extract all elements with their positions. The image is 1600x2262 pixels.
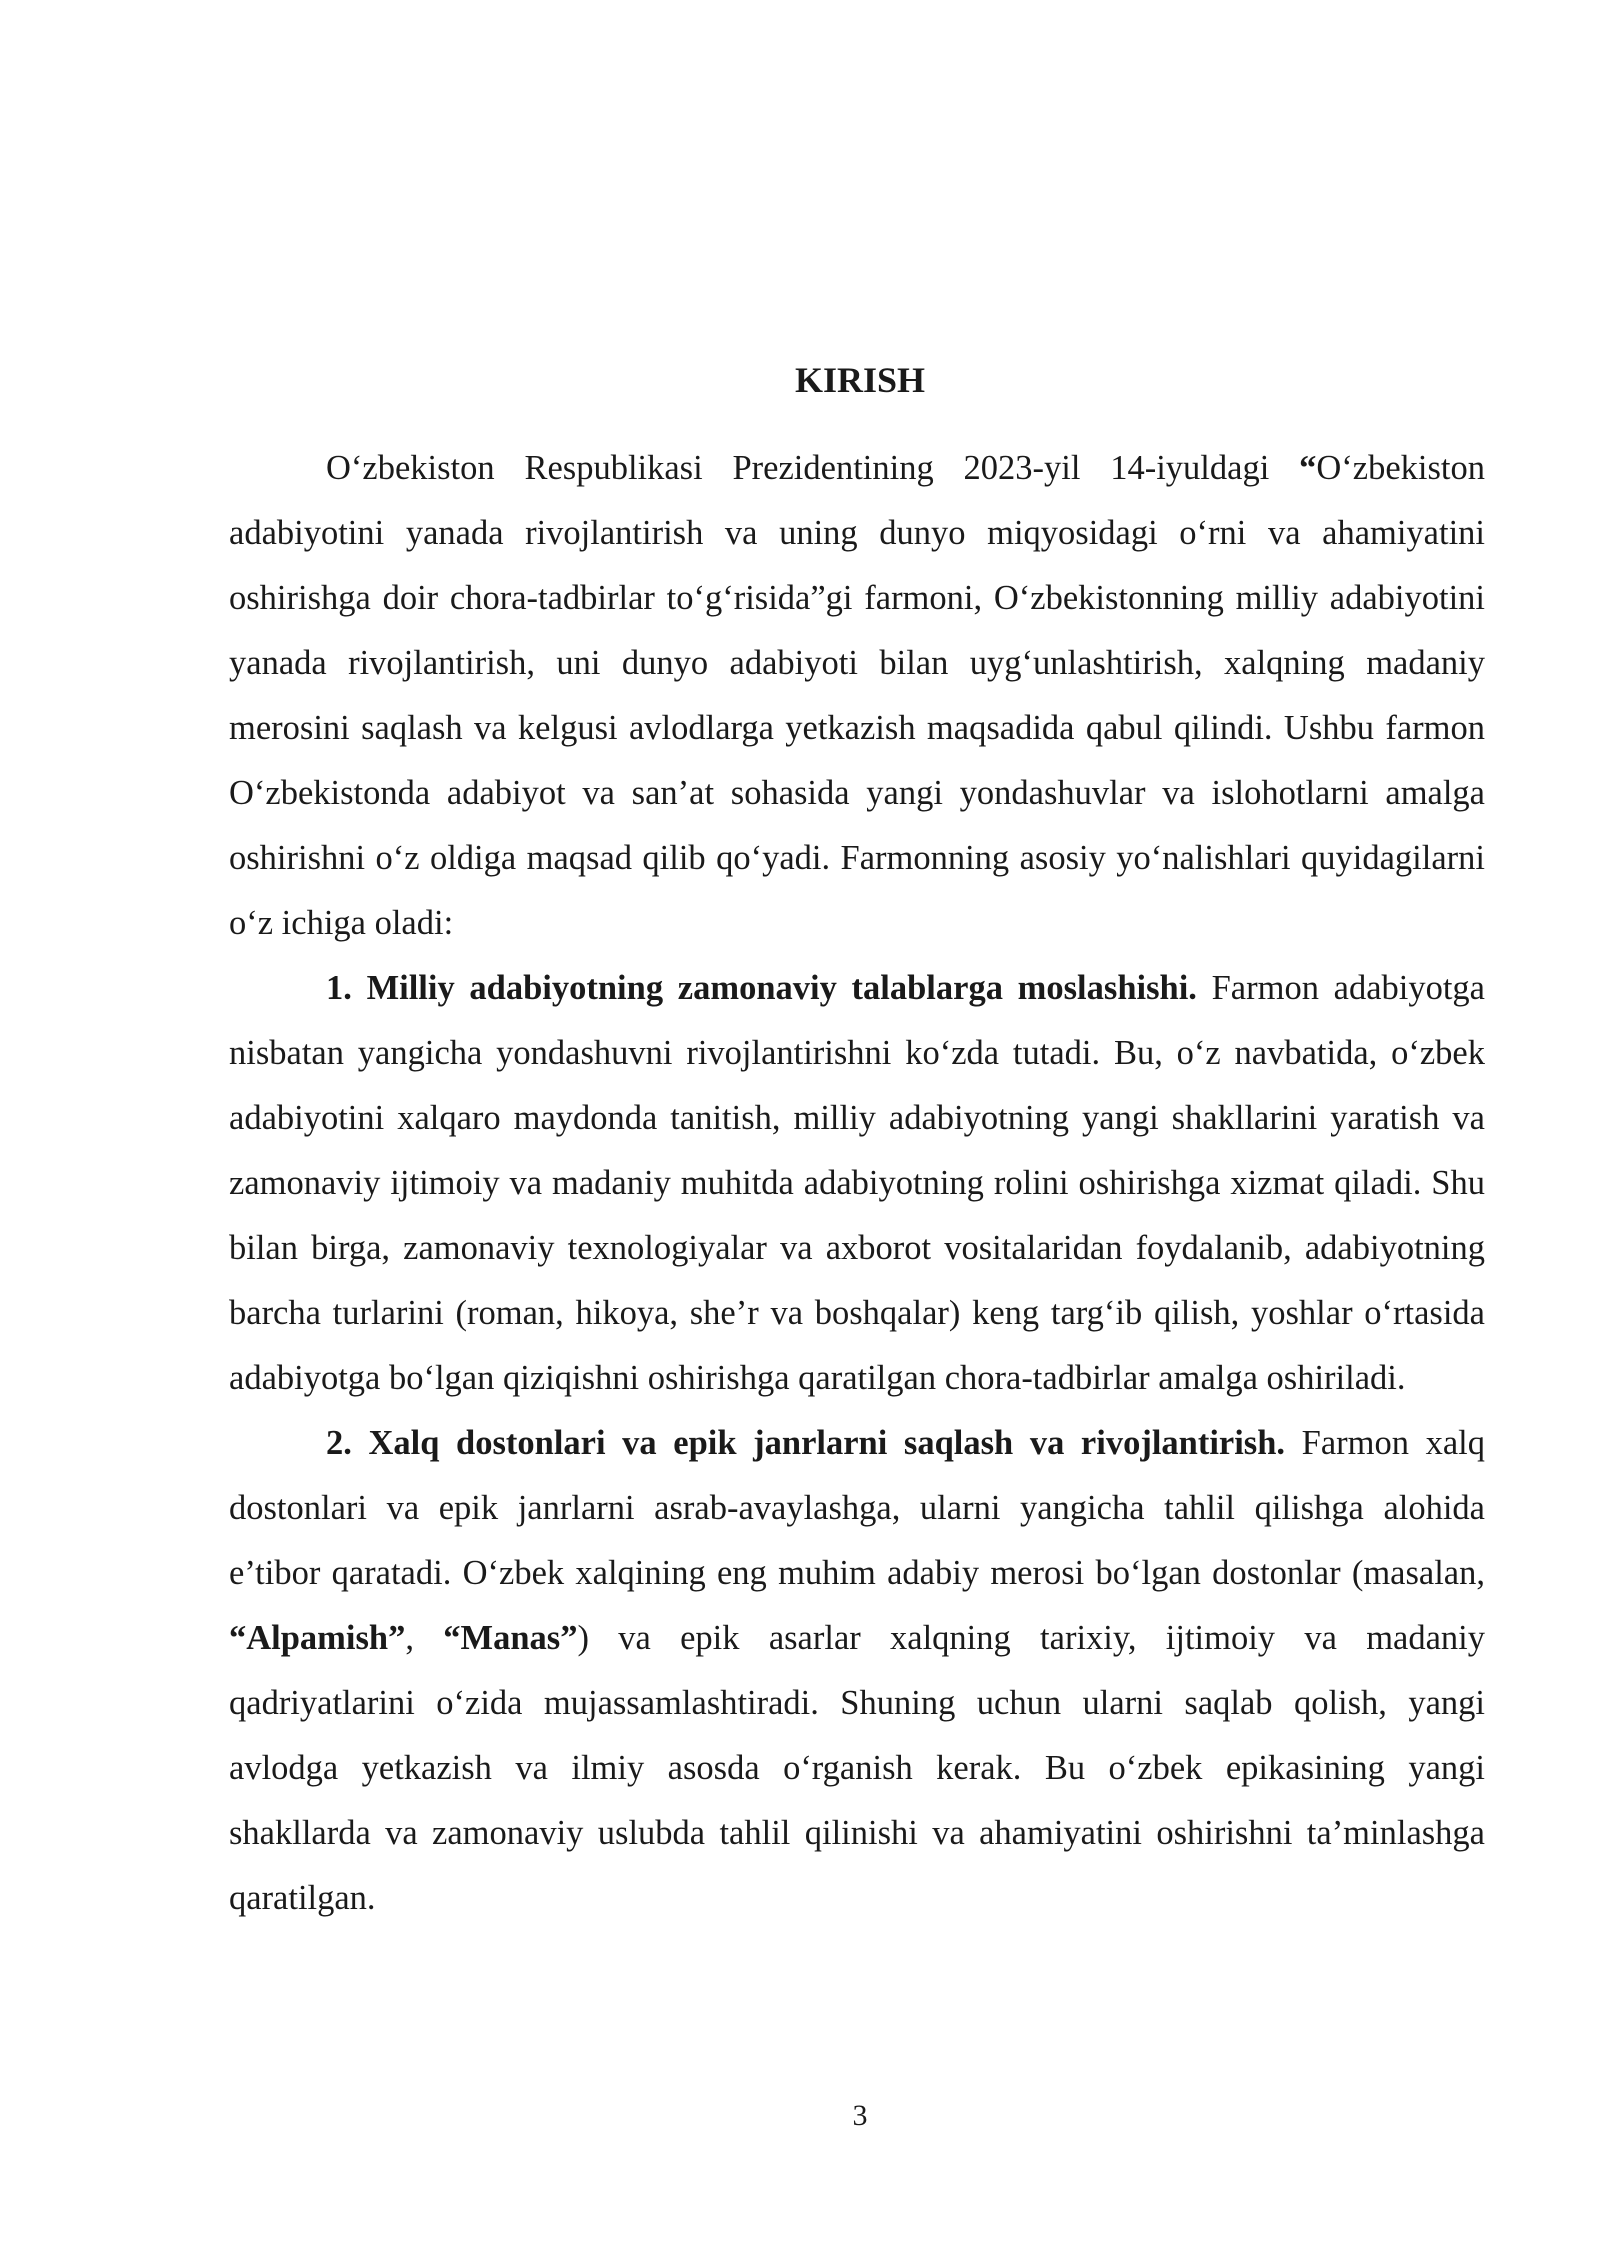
section-1-paragraph [229, 956, 1485, 1411]
epic-title-manas: “Manas” [443, 1619, 578, 1657]
page-title: KIRISH [794, 360, 926, 400]
page-number: 3 [852, 2099, 868, 2132]
section-2-title: 2. Xalq dostonlari va epik janrlarni saqlash va rivojlantirish. [326, 1424, 1286, 1462]
section-1-text: Farmon adabiyotga nisbatan yangicha yondashuvni rivojlantirishni ko‘zda tutadi. Bu, o‘z navbatida, o‘zbek adabiyotini xalqaro maydonda tanitish, milliy adabiyotning yangi shakllarini yaratish va zamonaviy ijtimoiy va madaniy muhitda adabiyotning rolini oshirishga xizmat qiladi. Shu bilan birga, zamonaviy texnologiyalar va axborot vositalaridan foydalanib, adabiyotning barcha turlarini (roman, hikoya, she’r va boshqalar) keng targ‘ib qilish, yoshlar o‘rtasida adabiyotga bo‘lgan qiziqishni oshirishga qaratilgan chora-tadbirlar amalga oshiriladi. [229, 969, 1485, 1397]
section-1-title: 1. Milliy adabiyotning zamonaviy talablarga moslashishi. [326, 969, 1197, 1007]
epic-title-separator: , [405, 1619, 444, 1657]
intro-quote-mark: “ [1299, 449, 1317, 487]
document-body [229, 436, 1485, 1931]
intro-text-continued: O‘zbekiston adabiyotini yanada rivojlantirish va uning dunyo miqyosidagi o‘rni va ahamiyatini oshirishga doir chora-tadbirlar to‘g‘risida”gi farmoni, O‘zbekistonning milliy adabiyotini yanada rivojlantirish, uni dunyo adabiyoti bilan uyg‘unlashtirish, xalqning madaniy merosini saqlash va kelgusi avlodlarga yetkazish maqsadida qabul qilindi. Ushbu farmon O‘zbekistonda adabiyot va san’at sohasida yangi yondashuvlar va islohotlarni amalga oshirishni o‘z oldiga maqsad qilib qo‘yadi. Farmonning asosiy yo‘nalishlari quyidagilarni o‘z ichiga oladi: [229, 449, 1485, 942]
intro-text: O‘zbekiston Respublikasi Prezidentining 2023-yil 14-iyuldagi [326, 449, 1300, 487]
section-2-paragraph [229, 1411, 1485, 1931]
section-2-text-a: Farmon xalq dostonlari va epik janrlarni asrab-avaylashga, ularni yangicha tahlil qilishga alohida e’tibor qaratadi. O‘zbek xalqining eng muhim adabiy merosi bo‘lgan dostonlar (masalan, [229, 1424, 1485, 1592]
intro-paragraph [229, 436, 1485, 956]
section-2-text-b: ) va epik asarlar xalqning tarixiy, ijtimoiy va madaniy qadriyatlarini o‘zida mujassamlashtiradi. Shuning uchun ularni saqlab qolish, yangi avlodga yetkazish va ilmiy asosda o‘rganish kerak. Bu o‘zbek epikasining yangi shakllarda va zamonaviy uslubda tahlil qilinishi va ahamiyatini oshirishni ta’minlashga qaratilgan. [229, 1619, 1486, 1917]
epic-title-alpamish: “Alpamish” [229, 1619, 406, 1657]
